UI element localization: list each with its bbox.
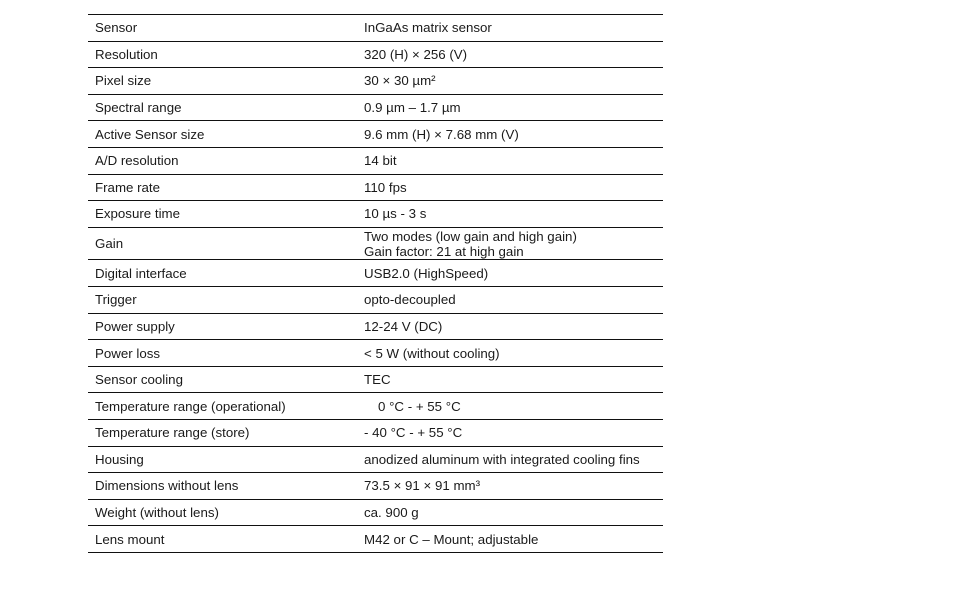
spec-row-pixel-size bbox=[88, 68, 663, 95]
spec-label: Sensor bbox=[95, 20, 138, 36]
spec-row-gain bbox=[88, 228, 663, 261]
spec-table bbox=[88, 14, 663, 553]
spec-row-ad-resolution bbox=[88, 148, 663, 175]
spec-value: 0.9 µm – 1.7 µm bbox=[364, 100, 461, 116]
spec-value: 12-24 V (DC) bbox=[364, 318, 443, 334]
spec-row-frame-rate bbox=[88, 175, 663, 202]
spec-row-lens-mount bbox=[88, 526, 663, 553]
spec-label: Power supply bbox=[95, 318, 175, 334]
spec-label: Exposure time bbox=[95, 206, 180, 222]
spec-label: Resolution bbox=[95, 46, 158, 62]
spec-value: 9.6 mm (H) × 7.68 mm (V) bbox=[364, 126, 519, 142]
spec-label: Trigger bbox=[95, 292, 137, 308]
spec-value: 10 µs - 3 s bbox=[364, 206, 427, 222]
spec-row-trigger bbox=[88, 287, 663, 314]
spec-value: < 5 W (without cooling) bbox=[364, 345, 500, 361]
spec-row-dimensions bbox=[88, 473, 663, 500]
spec-label: Temperature range (operational) bbox=[95, 398, 286, 414]
spec-value: InGaAs matrix sensor bbox=[364, 20, 492, 36]
spec-value-line: Gain factor: 21 at high gain bbox=[364, 243, 524, 259]
spec-label: Dimensions without lens bbox=[95, 478, 239, 494]
spec-row-temperature-store bbox=[88, 420, 663, 447]
spec-row-resolution bbox=[88, 42, 663, 69]
spec-row-sensor bbox=[88, 15, 663, 42]
spec-value: 30 × 30 µm² bbox=[364, 73, 436, 89]
spec-value-line: Two modes (low gain and high gain) bbox=[364, 228, 577, 244]
spec-row-digital-interface bbox=[88, 260, 663, 287]
spec-value: USB2.0 (HighSpeed) bbox=[364, 265, 489, 281]
spec-label: Sensor cooling bbox=[95, 372, 183, 388]
spec-row-active-sensor-size bbox=[88, 121, 663, 148]
spec-row-temperature-operational bbox=[88, 393, 663, 420]
spec-row-sensor-cooling bbox=[88, 367, 663, 394]
spec-row-exposure-time bbox=[88, 201, 663, 228]
spec-label: Frame rate bbox=[95, 179, 161, 195]
spec-row-power-loss bbox=[88, 340, 663, 367]
spec-value: 320 (H) × 256 (V) bbox=[364, 46, 468, 62]
spec-label: Power loss bbox=[95, 345, 161, 361]
spec-value: 110 fps bbox=[364, 179, 407, 195]
spec-value bbox=[356, 228, 663, 260]
spec-label: Temperature range (store) bbox=[95, 425, 250, 441]
spec-label: Gain bbox=[95, 236, 124, 252]
spec-label: Active Sensor size bbox=[95, 126, 205, 142]
spec-label: Housing bbox=[95, 451, 144, 467]
spec-value: - 40 °C - + 55 °C bbox=[364, 425, 463, 441]
spec-row-power-supply bbox=[88, 314, 663, 341]
spec-value: 0 °C - + 55 °C bbox=[378, 398, 461, 414]
spec-row-housing bbox=[88, 447, 663, 474]
spec-value: 73.5 × 91 × 91 mm³ bbox=[364, 478, 481, 494]
spec-value: anodized aluminum with integrated cooling fins bbox=[364, 451, 640, 467]
spec-row-weight bbox=[88, 500, 663, 527]
spec-label: Lens mount bbox=[95, 531, 165, 547]
spec-value: 14 bit bbox=[364, 153, 397, 169]
spec-label: A/D resolution bbox=[95, 153, 179, 169]
spec-label: Spectral range bbox=[95, 100, 182, 116]
spec-label: Weight (without lens) bbox=[95, 505, 219, 521]
spec-value: TEC bbox=[364, 372, 391, 388]
spec-value: M42 or C – Mount; adjustable bbox=[364, 531, 539, 547]
spec-row-spectral-range bbox=[88, 95, 663, 122]
spec-label: Pixel size bbox=[95, 73, 152, 89]
spec-value: opto-decoupled bbox=[364, 292, 456, 308]
spec-value: ca. 900 g bbox=[364, 505, 419, 521]
spec-label: Digital interface bbox=[95, 265, 187, 281]
